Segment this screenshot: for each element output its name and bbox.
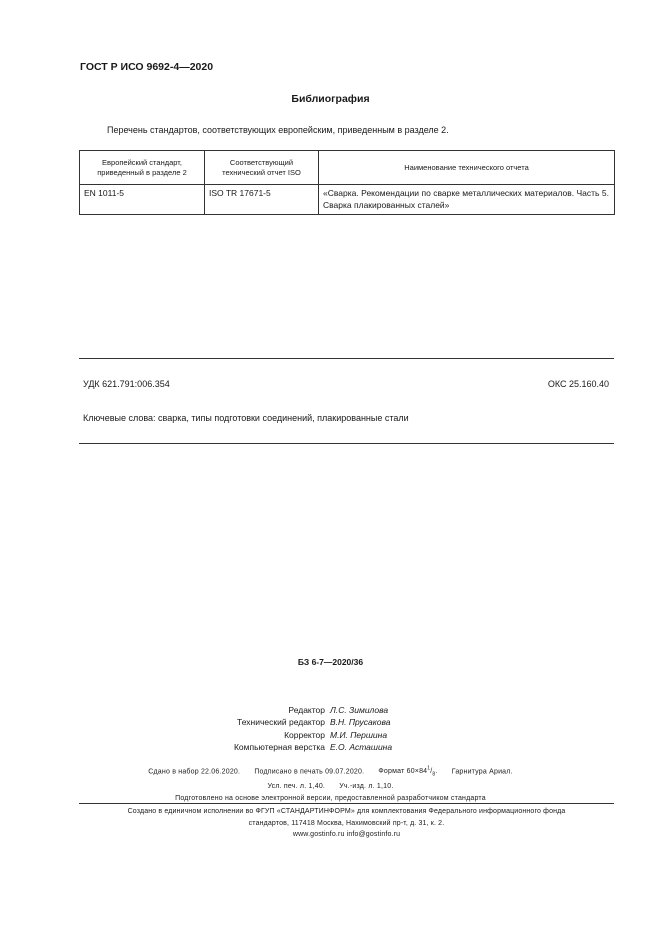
- cell-report-name: «Сварка. Рекомендации по сварке металлических материалов. Часть 5. Сварка плакированных сталей»: [319, 185, 615, 215]
- print-details: [0, 764, 661, 804]
- bibliography-table: [79, 150, 615, 215]
- header-line: Наименование технического отчета: [404, 162, 529, 172]
- header-european-standard: [80, 151, 205, 185]
- credit-row-tech-editor: [200, 716, 440, 728]
- email-link[interactable]: info@gostinfo.ru: [346, 831, 401, 838]
- publisher-sheets: Уч.-изд. л. 1,10.: [339, 783, 394, 791]
- format-sub: 8: [432, 771, 436, 778]
- print-details-line1: [0, 764, 661, 781]
- header-iso-report: [205, 151, 319, 185]
- credit-role: Корректор: [284, 729, 325, 740]
- credit-person: Е.О. Асташина: [330, 741, 393, 752]
- format-sup: 1: [427, 766, 431, 772]
- submitted-date: Сдано в набор 22.06.2020.: [148, 768, 241, 776]
- oks-code: ОКС 25.160.40: [547, 379, 609, 389]
- header-line: технический отчет ISO: [222, 167, 301, 177]
- credit-role: Компьютерная верстка: [233, 741, 325, 752]
- header-report-name: [319, 151, 615, 185]
- cell-european-standard: EN 1011-5: [80, 185, 205, 215]
- divider-top: [79, 358, 614, 359]
- publisher-line1: Создано в единичном исполнении во ФГУП «СТАНДАРТИНФОРМ» для комплектования Федерального информационного фонда: [127, 808, 566, 815]
- format: Формат $60\times 84^1/_8$.: [378, 766, 438, 778]
- intro-text: Перечень стандартов, соответствующих европейским, приведенным в разделе 2.: [107, 125, 449, 135]
- signed-date: Подписано в печать 09.07.2020.: [254, 768, 365, 776]
- typeface: Гарнитура Ариал.: [451, 768, 513, 776]
- credit-row-corrector: [200, 729, 440, 741]
- header-line: Соответствующий: [229, 157, 294, 167]
- table-row: [80, 185, 615, 215]
- header-line: Европейский стандарт,: [102, 157, 182, 167]
- credit-role: Технический редактор: [237, 717, 325, 728]
- format-prefix: Формат 60×84: [378, 768, 428, 776]
- credit-row-editor: [200, 704, 440, 716]
- credit-row-layout: [200, 741, 440, 753]
- bz-code: БЗ 6-7—2020/36: [297, 657, 364, 667]
- credit-person: В.Н. Прусакова: [330, 717, 391, 728]
- document-code: ГОСТ Р ИСО 9692-4—2020: [80, 61, 214, 73]
- udk-code: УДК 621.791:006.354: [83, 379, 170, 389]
- publisher-contacts: [79, 829, 614, 841]
- print-sheets: Усл. печ. л. 1,40.: [267, 783, 326, 791]
- credit-role: Редактор: [288, 705, 325, 715]
- credits: [200, 704, 440, 753]
- publisher-line2: стандартов, 117418 Москва, Нахимовский пр-т, д. 31, к. 2.: [248, 819, 445, 827]
- print-details-line2: [0, 781, 661, 793]
- header-line: приведенный в разделе 2: [97, 167, 187, 177]
- keywords: Ключевые слова: сварка, типы подготовки соединений, плакированные стали: [83, 413, 409, 423]
- divider-publisher: [79, 803, 614, 804]
- website-link[interactable]: www.gostinfo.ru: [292, 831, 345, 838]
- cell-iso-report: ISO TR 17671-5: [205, 185, 319, 215]
- credit-person: М.И. Першина: [330, 729, 388, 740]
- prepared-note: Подготовлено на основе электронной версии, предоставленной разработчиком стандарта: [175, 794, 486, 802]
- divider-bottom: [79, 443, 614, 444]
- table-header-row: [80, 151, 615, 185]
- credit-person: Л.С. Зимилова: [330, 705, 389, 715]
- section-title: Библиография: [291, 93, 370, 105]
- publisher-info: [79, 806, 614, 841]
